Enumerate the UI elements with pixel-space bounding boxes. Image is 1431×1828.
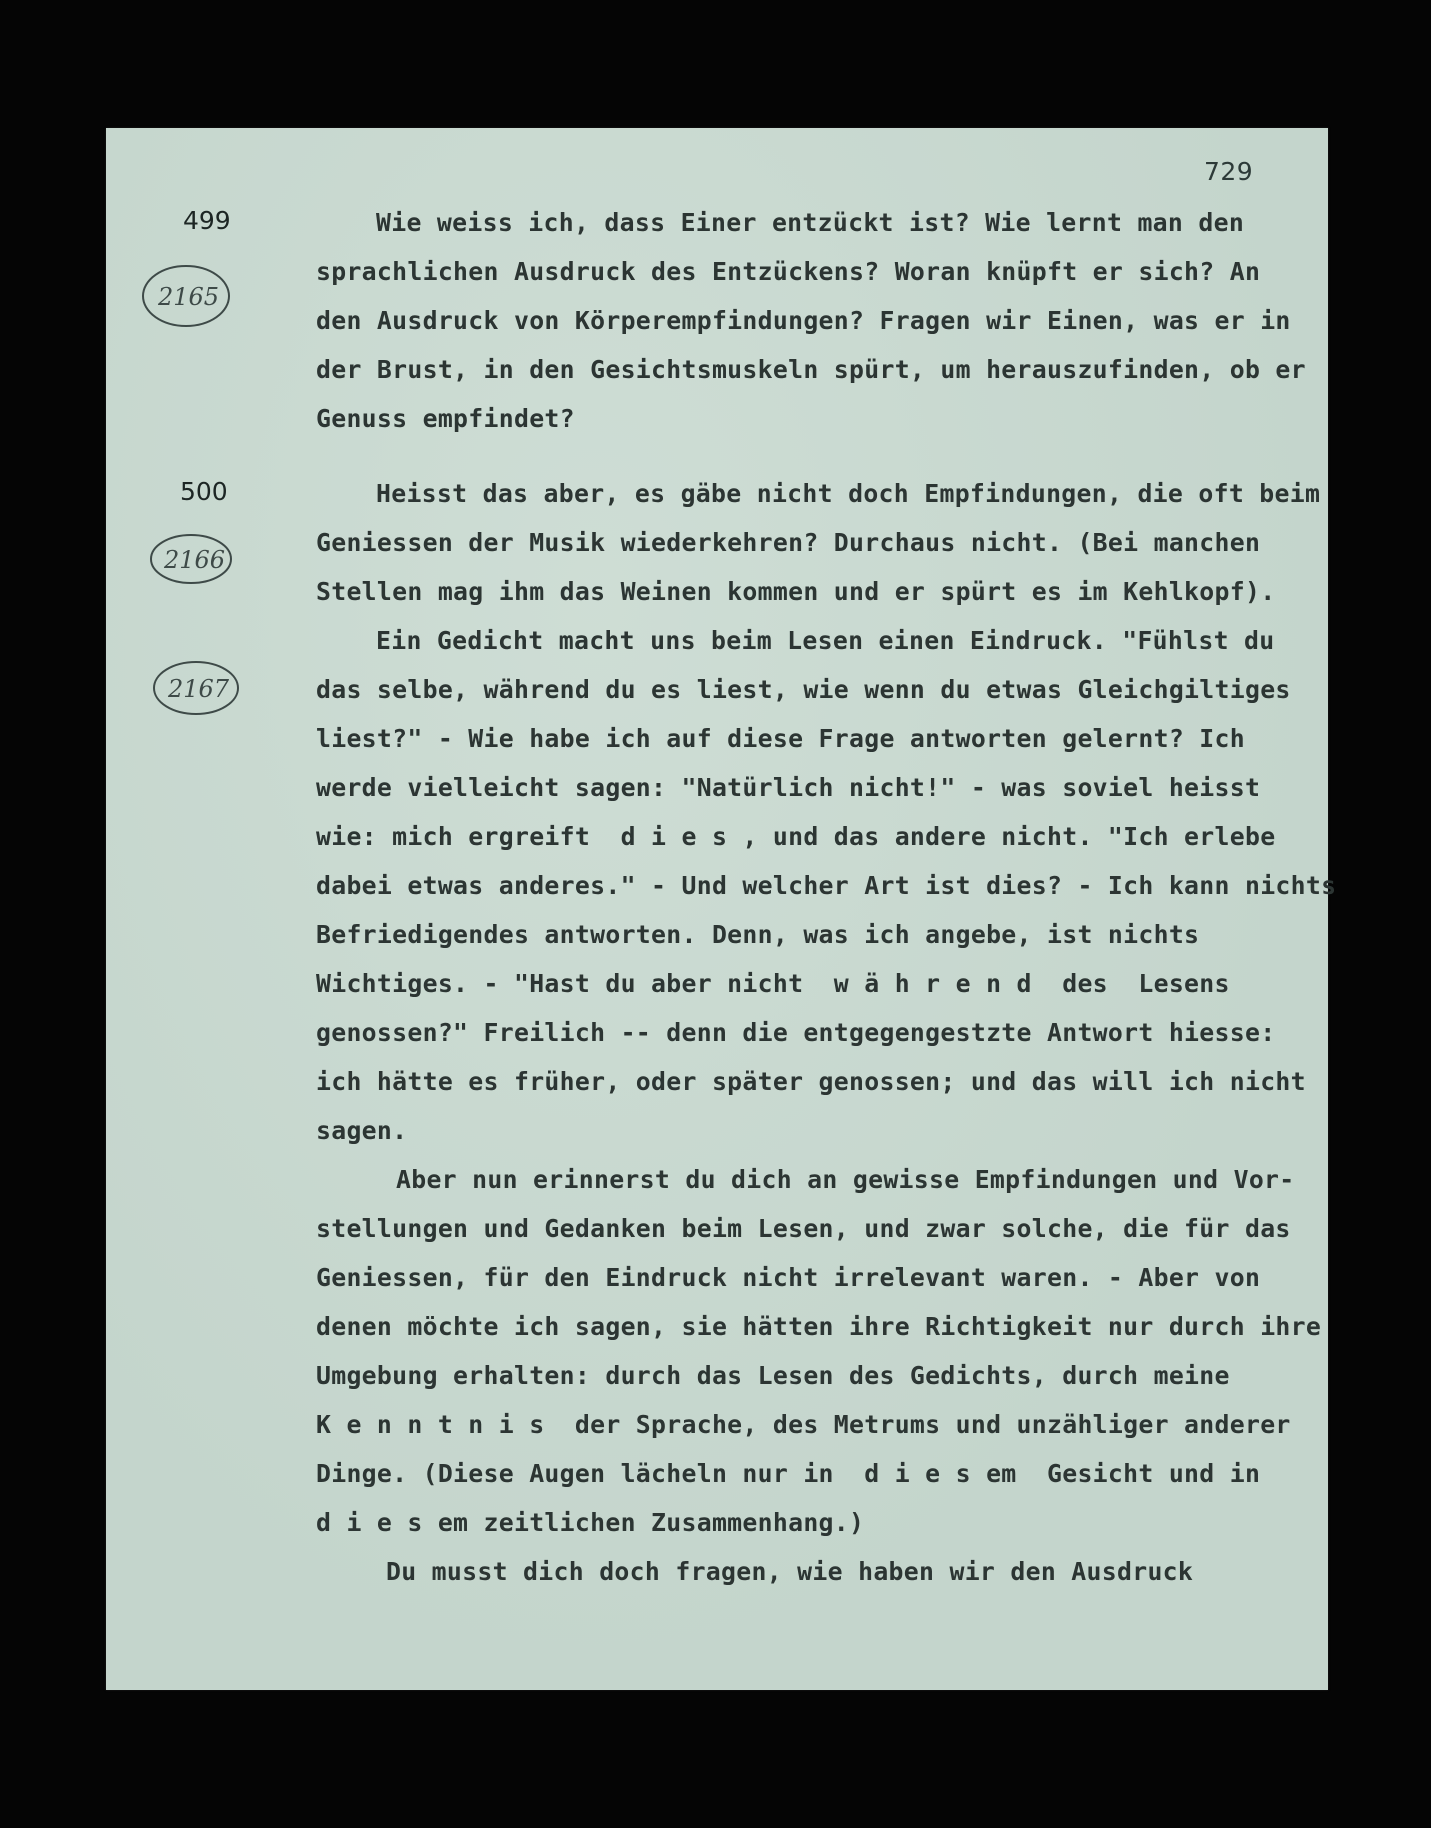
text-line-13: wie: mich ergreift d i e s , und das andere nicht. "Ich erlebe xyxy=(316,822,1276,851)
text-line-27: d i e s em zeitlichen Zusammenhang.) xyxy=(316,1508,865,1537)
text-line-1: Wie weiss ich, dass Einer entzückt ist? Wie lernt man den xyxy=(376,208,1245,237)
remark-number-499: 499 xyxy=(183,206,231,235)
text-line-24: Umgebung erhalten: durch das Lesen des Gedichts, durch meine xyxy=(316,1361,1230,1390)
pencil-annotation-2166 xyxy=(146,526,246,596)
text-line-26: Dinge. (Diese Augen lächeln nur in d i e s em Gesicht und in xyxy=(316,1459,1261,1488)
pencil-annotation-2165 xyxy=(138,262,238,332)
pencil-number-2165: 2165 xyxy=(158,283,220,311)
page-number: 729 xyxy=(1204,157,1254,186)
text-line-3: den Ausdruck von Körperempfindungen? Fragen wir Einen, was er in xyxy=(316,306,1291,335)
text-line-2: sprachlichen Ausdruck des Entzückens? Woran knüpft er sich? An xyxy=(316,257,1261,286)
text-line-21: stellungen und Gedanken beim Lesen, und zwar solche, die für das xyxy=(316,1214,1291,1243)
text-line-9: Ein Gedicht macht uns beim Lesen einen Eindruck. "Fühlst du xyxy=(376,626,1275,655)
text-line-23: denen möchte ich sagen, sie hätten ihre Richtigkeit nur durch ihre xyxy=(316,1312,1322,1341)
text-line-25: K e n n t n i s der Sprache, des Metrums und unzähliger anderer xyxy=(316,1410,1291,1439)
remark-number-500: 500 xyxy=(180,477,228,506)
text-line-12: werde vielleicht sagen: "Natürlich nicht!" - was soviel heisst xyxy=(316,773,1261,802)
text-line-18: ich hätte es früher, oder später genossen; und das will ich nicht xyxy=(316,1067,1306,1096)
text-line-4: der Brust, in den Gesichtsmuskeln spürt, um herauszufinden, ob er xyxy=(316,355,1306,384)
text-line-14: dabei etwas anderes." - Und welcher Art ist dies? - Ich kann nichts xyxy=(316,871,1337,900)
text-line-20: Aber nun erinnerst du dich an gewisse Empfindungen und Vor- xyxy=(396,1165,1295,1194)
pencil-number-2167: 2167 xyxy=(168,675,230,703)
text-line-28: Du musst dich doch fragen, wie haben wir den Ausdruck xyxy=(386,1557,1194,1586)
text-line-15: Befriedigendes antworten. Denn, was ich angebe, ist nichts xyxy=(316,920,1200,949)
text-line-5: Genuss empfindet? xyxy=(316,404,575,433)
text-line-6: Heisst das aber, es gäbe nicht doch Empfindungen, die oft beim xyxy=(376,479,1321,508)
pencil-annotation-2167 xyxy=(150,654,250,724)
text-line-10: das selbe, während du es liest, wie wenn du etwas Gleichgiltiges xyxy=(316,675,1291,704)
text-line-17: genossen?" Freilich -- denn die entgegengestzte Antwort hiesse: xyxy=(316,1018,1276,1047)
text-line-7: Geniessen der Musik wiederkehren? Durchaus nicht. (Bei manchen xyxy=(316,528,1261,557)
pencil-number-2166: 2166 xyxy=(164,546,226,574)
text-line-8: Stellen mag ihm das Weinen kommen und er spürt es im Kehlkopf). xyxy=(316,577,1276,606)
text-line-22: Geniessen, für den Eindruck nicht irrelevant waren. - Aber von xyxy=(316,1263,1261,1292)
text-line-11: liest?" - Wie habe ich auf diese Frage antworten gelernt? Ich xyxy=(316,724,1245,753)
text-line-19: sagen. xyxy=(316,1116,408,1145)
text-line-16: Wichtiges. - "Hast du aber nicht w ä h r e n d des Lesens xyxy=(316,969,1230,998)
